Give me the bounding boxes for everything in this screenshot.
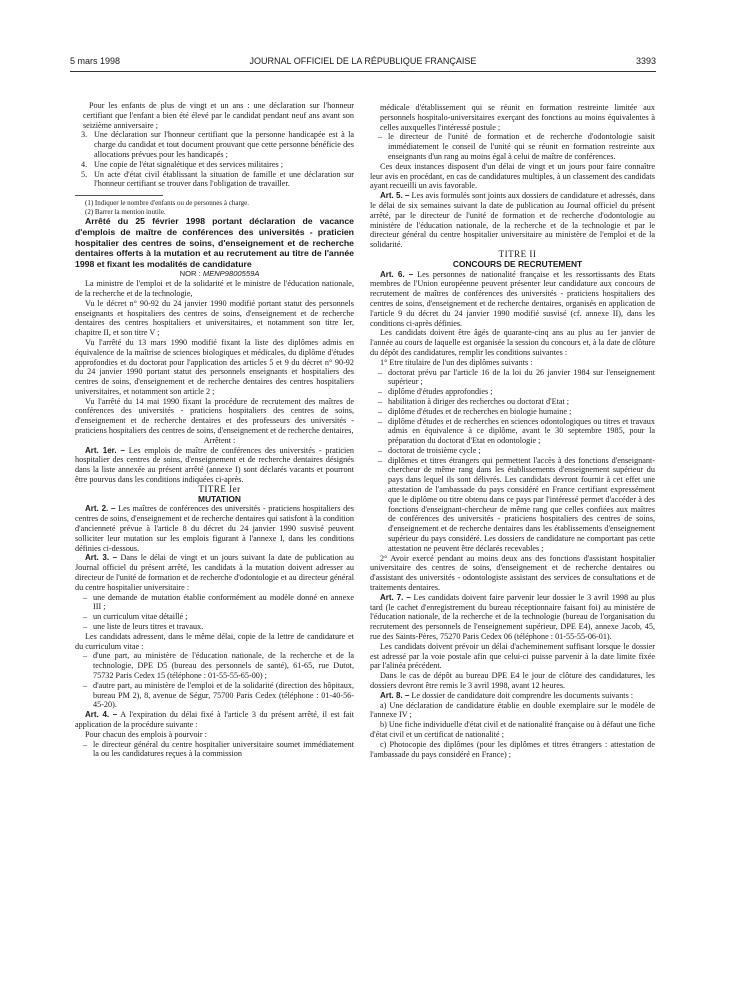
page-header <box>70 56 656 69</box>
paragraph: Vu le décret n° 90-92 du 24 janvier 1990 modifié portant statut des personnels enseignants et hospitaliers des centres de soins, d'enseignement et de recherche dentaires des centres hospitaliers et universitaires, et notamment son titre Ier, chapitre II, et son titre V ; <box>75 298 354 338</box>
article-8: Art. 8. – Le dossier de candidature doit comprendre les documents suivants : <box>380 690 634 700</box>
article-2: Art. 2. – Les maîtres de conférences des universités - praticiens hospitaliers des centres de soins, d'enseignement et de recherche dentaires qui satisfont à la condition d'ancienneté prévue à l'article 8 du décret du 24 janvier 1990 susvisé peuvent solliciter leur mutation sur les emplois figurant à l'annexe I, dans les conditions définies ci-dessous. <box>75 504 354 553</box>
section-title: TITRE II <box>498 248 537 259</box>
article-6: Art. 6. – Les personnes de nationalité française et les ressortissants des Etats membres de l'Union européenne peuvent présenter leur candidature aux concours de recrutement de maîtres de conférences des universités - praticiens hospitaliers des centres de soins, d'enseignement et de recherche dentaires, organisés en application de l'article 9 du décret du 24 janvier 1990 modifié susvisé (cf. annexe II), dans les conditions ci-après définies. <box>370 269 655 328</box>
list-item: – le directeur général du centre hospitalier universitaire soumet immédiatement la ou les candidatures reçues à la commission <box>83 739 354 759</box>
list-item: 3. Une déclaration sur l'honneur certifiant que la personne handicapée est à la charge du candidat et tout document prouvant que cette personne bénéficie des allocations prévues pour les handicapés ; <box>81 130 354 159</box>
list-item: 5. Un acte d'état civil établissant la situation de famille et une déclaration sur l'honneur certifiant se trouver dans l'obligation de travailler. <box>81 169 354 189</box>
paragraph: a) Une déclaration de candidature établie en double exemplaire sur le modèle de l'annexe IV ; <box>370 700 655 720</box>
list-item: – diplôme d'études et de recherches en sciences odontologiques ou titres et travaux admis en équivalence à ce diplôme, avant le 30 septembre 1985, pour la préparation du doctorat d'Etat en odontologie ; <box>378 416 655 446</box>
section-title: TITRE Ier <box>198 483 241 494</box>
footnote: (2) Barrer la mention inutile. <box>85 207 166 216</box>
article-7: Art. 7. – Les candidats doivent faire parvenir leur dossier le 3 avril 1998 au plus tard (le cachet d'enregistrement du bureau réceptionnaire faisant foi) au ministère de l'éducation nationale, de la recherche et de la technologie (bureau de l'organisation du recrutement des personnels de l'enseignement supérieur, DPE E4), annexe Jacob, 45, rue des Saints-Pères, 75270 Paris Cedex 06 (téléphone : 01-55-55-06-01). <box>370 592 655 642</box>
footnote: (1) Indiquer le nombre d'enfants ou de personnes à charge. <box>85 199 250 208</box>
header-page-number: 3393 <box>635 56 656 66</box>
article-3: Art. 3. – Dans le délai de vingt et un jours suivant la date de publication au Journal officiel du présent arrêté, les candidats à la mutation doivent adresser au directeur de l'unité de formation et de recherche d'odontologie et au directeur général du centre hospitalier universitaire : <box>75 553 354 592</box>
paragraph: 1° Etre titulaire de l'un des diplômes suivants : <box>380 357 533 367</box>
footnote-separator <box>75 195 163 196</box>
paragraph: Vu l'arrêté du 13 mars 1990 modifié fixant la liste des diplômes admis en équivalence de la maîtrise de sciences biologiques et médicales, du diplôme d'études approfondies et du doctorat pour l'application des articles 5 et 9 du décret n° 90-92 du 24 janvier 1990 portant statut des personnels enseignants et hospitaliers des centres de soins, d'enseignement et de recherche dentaires des centres hospitaliers universitaires, et notamment son article 2 ; <box>75 337 354 396</box>
list-item: – diplôme d'études approfondies ; <box>378 387 493 397</box>
header-rule <box>70 71 656 72</box>
right-column <box>370 103 655 759</box>
list-item: – diplômes et titres étrangers qui permettent l'accès à des fonctions d'enseignant-chercheur de même rang dans les établissements d'enseignement supérieur du pays dans lequel ils sont délivrés. Les candidats devront fournir à cet effet une attestation de l'ambassade du pays considéré en France certifiant expressément que le diplôme ou titre obtenu dans ce pays par l'intéressé permet d'accéder à des fonctions d'enseignant-chercheur de même rang que celles confiées aux maîtres de conférences des universités - praticiens hospitaliers des centres de soins, d'enseignement et de recherche dentaires dans les établissements d'enseignement supérieur du pays considéré. Les dossiers de candidature ne comportant pas cette attestation ne peuvent être déclarés recevables ; <box>378 455 655 553</box>
paragraph: Les candidats doivent être âgés de quarante-cinq ans au plus au 1er janvier de l'année au cours de laquelle est organisée la session du concours et, à la date de clôture du dépôt des candidatures, remplir les conditions suivantes : <box>370 328 655 357</box>
list-item: – un curriculum vitae détaillé ; <box>83 612 188 622</box>
paragraph: Ces deux instances disposent d'un délai de vingt et un jours pour faire connaître leur avis en procédant, en cas de candidatures multiples, à un classement des candidats ayant recueilli un avis favorable. <box>370 161 655 191</box>
list-item: 4. Une copie de l'état signalétique et des services militaires ; <box>81 159 284 169</box>
paragraph: Pour les enfants de plus de vingt et un ans : une déclaration sur l'honneur certifiant que l'enfant a bien été élevé par le candidat pendant neuf ans avant son seizième anniversaire ; <box>83 101 354 130</box>
paragraph: La ministre de l'emploi et de la solidarité et le ministre de l'éducation nationale, de la recherche et de la technologie, <box>75 279 354 298</box>
list-item: – doctorat de troisième cycle ; <box>378 445 481 455</box>
dash-list <box>75 651 354 710</box>
left-column <box>75 101 354 759</box>
paragraph: Les candidats adressent, dans le même délai, copie de la lettre de candidature et du curriculum vitae : <box>75 631 354 651</box>
paragraph: c) Photocopie des diplômes (pour les diplômes et titres étrangers : attestation de l'ambassade du pays considéré en France) ; <box>370 739 655 759</box>
header-journal-title: JOURNAL OFFICIEL DE LA RÉPUBLIQUE FRANÇAISE <box>249 56 477 66</box>
list-item: – diplôme d'études et de recherches en biologie humaine ; <box>378 406 572 416</box>
dash-list <box>370 368 655 554</box>
list-item: – habilitation à diriger des recherches ou doctorat d'Etat ; <box>378 396 570 406</box>
numbered-list <box>75 130 354 189</box>
arretent-label: Arrêtent : <box>203 435 236 445</box>
dash-list <box>370 132 655 161</box>
paragraph: Vu l'arrêté du 14 mai 1990 fixant la procédure de recrutement des maîtres de conférences des universités - praticiens hospitaliers des centres de soins, d'enseignement et de recherche dentaires et des professeurs des universités - praticiens hospitaliers des centres de soins, d'enseignement et de recherche dentaires, <box>75 396 354 436</box>
decree-title: Arrêté du 25 février 1998 portant déclaration de vacance d'emplois de maître de conférences des universités - praticien hospitalier des centres de soins, d'enseignement et de recherche dentaires offerts à la mutation et au recrutement au titre de l'année 1998 et fixant les modalités de candidature <box>75 216 354 269</box>
paragraph: Les candidats doivent prévoir un délai d'acheminement suffisant lorsque le dossier est adressé par la voie postale afin que celui-ci puisse parvenir à la date limite fixée par l'alinéa précédent. <box>370 641 655 671</box>
paragraph: Dans le cas de dépôt au bureau DPE E4 le jour de clôture des candidatures, les dossiers devront être remis le 3 avril 1998, avant 12 heures. <box>370 671 655 691</box>
paragraph: médicale d'établissement qui se réunit en formation restreinte limitée aux personnels hospitalo-universitaires exerçant des fonctions au moins équivalentes à celles auxquelles l'intéressé postule ; <box>380 103 655 132</box>
list-item: – doctorat prévu par l'article 16 de la loi du 26 janvier 1984 sur l'enseignement supérieur ; <box>378 367 655 387</box>
article-4: Art. 4. – A l'expiration du délai fixé à l'article 3 du présent arrêté, il est fait application de la procédure suivante : <box>75 710 354 729</box>
dash-list <box>75 740 354 760</box>
article-1: Art. 1er. – Les emplois de maître de conférences des universités - praticien hospitalier des centres de soins, d'enseignement et de recherche dentaires désignés dans la liste annexée au présent arrêté (annexe I) sont déclarés vacants et pourront être pourvus dans les conditions indiquées ci-après. <box>75 445 354 485</box>
section-subtitle: CONCOURS DE RECRUTEMENT <box>452 258 583 269</box>
paragraph: Pour chacun des emplois à pourvoir : <box>85 729 207 739</box>
paragraph: b) Une fiche individuelle d'état civil et de nationalité française ou à défaut une fiche d'état civil et un certificat de nationalité ; <box>370 720 655 739</box>
dash-list <box>75 593 354 632</box>
list-item: – une demande de mutation établie conformément au modèle donné en annexe III ; <box>83 592 354 612</box>
section-subtitle: MUTATION <box>198 493 241 504</box>
list-item: – le directeur de l'unité de formation et de recherche d'odontologie saisit immédiatement le conseil de l'unité qui se réunit en formation restreinte aux enseignants d'un rang au moins égal à celui de maître de conférences. <box>378 132 655 161</box>
list-item: – une liste de leurs titres et travaux. <box>83 622 204 632</box>
header-date: 5 mars 1998 <box>70 56 121 66</box>
paragraph: 2° Avoir exercé pendant au moins deux ans des fonctions d'assistant hospitalier universitaire des centres de soins, d'enseignement et de recherche dentaires ou d'assistant des universités - odontologiste assistant des services de consultations et de traitements dentaires. <box>370 553 655 593</box>
article-5: Art. 5. – Les avis formulés sont joints aux dossiers de candidature et adressés, dans le délai de six semaines suivant la date de publication au Journal officiel du présent arrêté, par le directeur de l'unité de formation et de recherche d'odontologie au ministère de l'éducation nationale, de la recherche et de la technologie et par le directeur général du centre hospitalier universitaire au ministère de l'emploi et de la solidarité. <box>370 191 655 250</box>
list-item: – d'autre part, au ministère de l'emploi et de la solidarité (direction des hôpitaux, bureau PM 2), 8, avenue de Ségur, 75700 Paris Cedex (téléphone : 01-40-56-45-20). <box>83 680 354 710</box>
list-item: – d'une part, au ministère de l'éducation nationale, de la recherche et de la technologie, DPE D5 (bureau des personnels de santé), 61-65, rue Dutot, 75732 Paris Cedex 15 (téléphone : 01-55-55-65-00) ; <box>83 651 354 680</box>
nor-reference: NOR : MENP9800559A <box>179 269 260 279</box>
